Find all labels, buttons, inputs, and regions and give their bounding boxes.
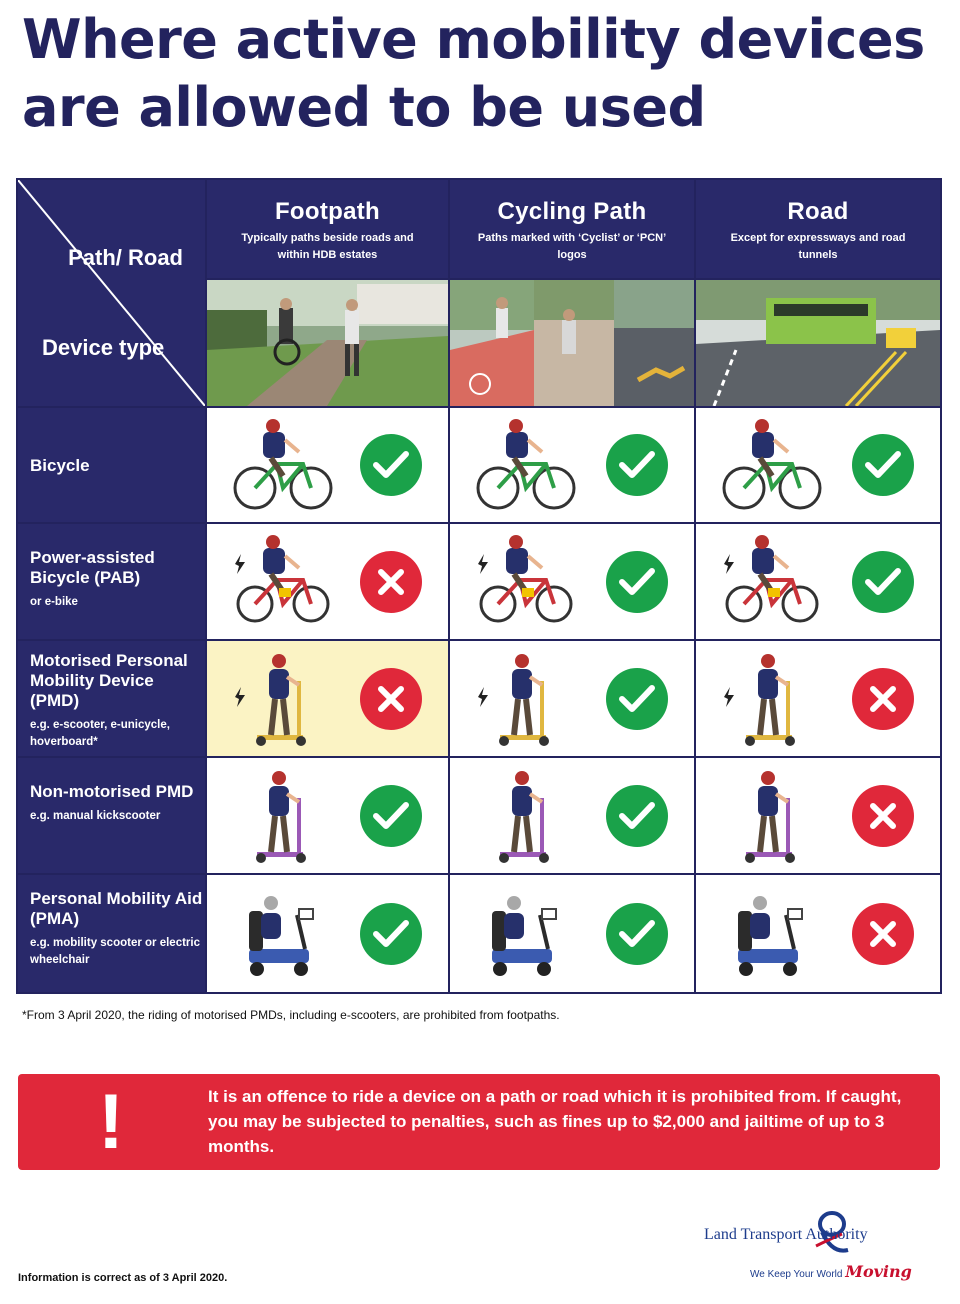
cross-icon [852,668,914,730]
e-scooter-rider-icon [470,651,580,747]
row-header-pab [18,524,205,639]
checkmark-icon [360,434,422,496]
column-header-footpath [207,180,448,278]
lta-logo [700,1210,950,1290]
checkmark-icon [852,551,914,613]
cross-icon [360,551,422,613]
row-header-pma [18,875,205,992]
e-scooter-rider-icon [227,651,337,747]
checkmark-icon [606,903,668,965]
cross-icon [360,668,422,730]
column-title: Cycling Path [497,198,647,225]
rule-cell [207,641,448,756]
rule-cell [207,408,448,522]
row-title: Non-motorised PMD [30,782,194,801]
lta-name: Land Transport Authority [704,1226,868,1243]
footnote: *From 3 April 2020, the riding of motorised PMDs, including e-scooters, are prohibited from footpaths. [22,1008,560,1022]
rule-cell [696,875,940,992]
rule-cell [207,875,448,992]
mobility-scooter-rider-icon [227,885,337,981]
row-subtitle: e.g. manual kickscooter [30,810,161,822]
road-photo [696,280,940,406]
table-corner-header [18,180,205,406]
row-subtitle: e.g. mobility scooter or electric wheelchair [30,937,200,966]
row-header-non-motorised-pmd [18,758,205,873]
row-title: Power-assisted Bicycle (PAB) [30,548,155,587]
pab-rider-icon [716,534,826,630]
path-road-label: Path/ Road [68,245,183,270]
e-scooter-rider-icon [716,651,826,747]
warning-text: It is an offence to ride a device on a path or road which it is prohibited from. If caught, you may be subjected to penalties, such as fines up to $2,000 and jailtime of up to 3 months. [208,1087,902,1156]
rule-cell [696,524,940,639]
column-title: Road [787,198,849,225]
bicycle-rider-icon [470,418,580,514]
column-subtitle: Except for expressways and road tunnels [730,232,906,261]
column-title: Footpath [274,198,381,225]
checkmark-icon [606,785,668,847]
rule-cell [696,758,940,873]
footpath-photo [207,280,448,406]
rules-table [16,178,942,994]
row-title: Motorised Personal Mobility Device (PMD) [30,651,188,710]
rule-cell [696,641,940,756]
rule-cell [450,524,694,639]
rule-cell [696,408,940,522]
mobility-scooter-rider-icon [470,885,580,981]
checkmark-icon [606,434,668,496]
row-title: Bicycle [30,456,90,475]
info-date: Information is correct as of 3 April 2020. [18,1272,228,1284]
cross-icon [852,785,914,847]
checkmark-icon [606,551,668,613]
cycling-path-photo [450,280,694,406]
rule-cell [450,875,694,992]
exclamation-icon: ! [98,1077,124,1165]
checkmark-icon [360,785,422,847]
row-subtitle: or e-bike [30,596,78,608]
checkmark-icon [606,668,668,730]
kick-scooter-rider-icon [470,768,580,864]
rule-cell [450,641,694,756]
column-subtitle: Typically paths beside roads and within HDB estates [241,232,414,261]
row-header-bicycle [18,408,205,522]
row-header-motorised-pmd [18,641,205,756]
rule-cell [450,758,694,873]
checkmark-icon [360,903,422,965]
column-header-cycling-path [450,180,694,278]
lta-tagline: We Keep Your World Moving [750,1262,912,1281]
rule-cell [207,758,448,873]
cross-icon [852,903,914,965]
lta-script-text: Moving [845,1262,912,1281]
column-header-road [696,180,940,278]
rule-cell [207,524,448,639]
column-subtitle: Paths marked with ‘Cyclist’ or ‘PCN’ logos [477,232,667,261]
page-title: Where active mobility devices are allowed to be used [22,8,925,139]
bicycle-rider-icon [227,418,337,514]
pab-rider-icon [470,534,580,630]
pab-rider-icon [227,534,337,630]
mobility-scooter-rider-icon [716,885,826,981]
row-subtitle: e.g. e-scooter, e-unicycle, hoverboard* [30,719,170,748]
warning-banner [18,1074,940,1170]
kick-scooter-rider-icon [227,768,337,864]
rule-cell [450,408,694,522]
kick-scooter-rider-icon [716,768,826,864]
device-type-label: Device type [42,335,165,360]
checkmark-icon [852,434,914,496]
bicycle-rider-icon [716,418,826,514]
diagonal-divider [18,180,205,406]
row-title: Personal Mobility Aid (PMA) [30,889,203,928]
